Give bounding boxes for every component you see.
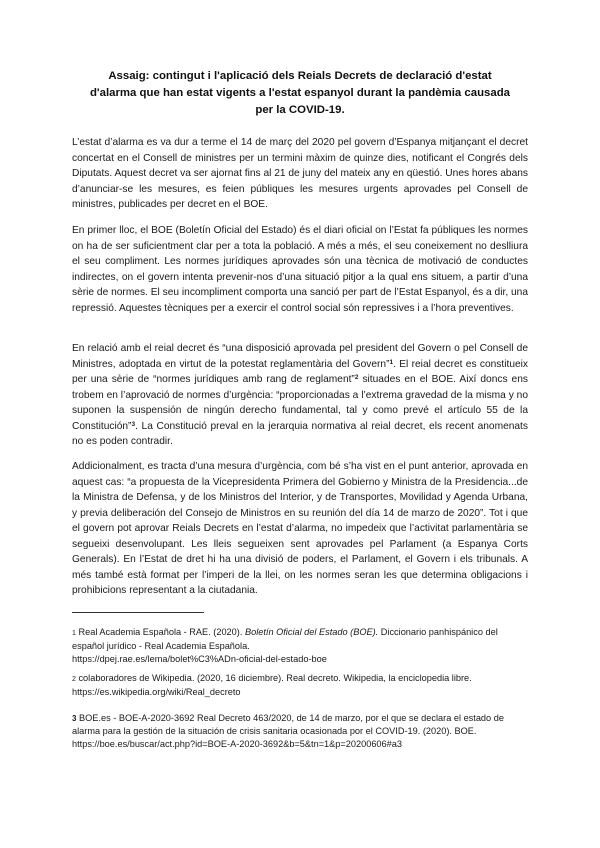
footnote-3 bbox=[72, 712, 528, 750]
paragraph-text: . El reial decret es constitueix per una sèrie de “normes jurídiques amb rang de reglament” bbox=[72, 358, 529, 385]
footnote-title: Boletín Oficial del Estado (BOE). bbox=[244, 627, 379, 637]
footnote-2 bbox=[72, 672, 528, 699]
footnote-text: colaboradores de Wikipedia. (2020, 16 diciembre). Real decreto. Wikipedia, la enciclopedia libre. https://es.wikipedia.org/wiki/Real_decreto bbox=[72, 673, 472, 698]
paragraph-1: L’estat d’alarma es va dur a terme el 14 de març del 2020 pel govern d’Espanya mitjançant el decret concertat en el Consell de ministres per un termini màxim de quinze dies, notificant el Congrés dels Diputats. Aquest decret va ser ajornat fins al 21 de juny del mateix any en qüestió. Unes hores abans d’anunciar-se les mesures, es feien públiques les mesures urgents aprovades pel Consell de ministres, publicades per decret en el BOE. bbox=[72, 137, 528, 210]
footnote-number: 3 bbox=[72, 714, 77, 723]
footnote-ref-1: 1 bbox=[389, 358, 394, 366]
footnote-1 bbox=[72, 626, 528, 665]
paragraph-4: Addicionalment, es tracta d’una mesura d’urgència, com bé s’ha vist en el punt anterior, aprovada en aquest cas: “a propuesta de la Vicepresidenta Primera del Gobierno y Ministra de la Presidencia...de la Ministra de Defensa, y de los Ministros del Interior, y de Transportes, Movilidad y Agenda Urbana, y previa deliberación del Consejo de Ministros en su reunión del día 14 de marzo de 2020”. Tot i que el govern pot aprovar Reials Decrets en l’estat d’alarma, no impedeix que l’activitat parlamentària se segueixi desenvolupant. Les lleis segueixen sent aprovades pel Parlament (a Espanya Corts Generals). En l’Estat de dret hi ha una divisió de poders, el Parlament, el Govern i els tribunals. A més també està format per l’imperi de la llei, on les normes seran les que determina obligacions i prohibicions representant a la ciutadania. bbox=[72, 461, 528, 596]
footnote-number: 1 bbox=[72, 630, 76, 637]
paragraph-text: situades en el BOE. Així doncs ens trobem en l’aprovació de normes d’urgència: “proporcionadas a l’extrema gravedad de la misma y no suponen la suspensión de ningún derecho fundamental, tal y como prevé el artículo 55 de la Constitución” bbox=[72, 374, 528, 432]
footnote-link[interactable]: https://boe.es/buscar/act.php?id=BOE-A-2020-3692&b=5&tn=1&p=20200606#a3 bbox=[72, 738, 402, 749]
footnote-ref-3: 3 bbox=[131, 420, 136, 428]
paragraph-text: . La Constitució preval en la jerarquia normativa al reial decret, els recent anomenats no es poden contradir. bbox=[72, 420, 528, 447]
paragraph-text: En relació amb el reial decret és “una disposició aprovada pel president del Govern o pel Consell de Ministres, adoptada en virtut de la potestat reglamentària del Govern” bbox=[72, 343, 528, 370]
footnote-link[interactable]: https://dpej.rae.es/lema/bolet%C3%ADn-oficial-del-estado-boe bbox=[72, 653, 327, 664]
footnote-text: BOE.es - BOE-A-2020-3692 Real Decreto 463/2020, de 14 de marzo, por el que se declara el estado de alarma para la gestión de la situación de crisis sanitaria ocasionada por el COVID-19. (2020). BOE. bbox=[72, 713, 504, 737]
title-line: per la COVID-19. bbox=[255, 104, 345, 116]
footnote-ref-2: 2 bbox=[354, 374, 359, 381]
footnote-text: Diccionario panhispánico del español jurídico - Real Academia Española. bbox=[72, 627, 498, 652]
paragraph-3 bbox=[72, 341, 528, 450]
document-title bbox=[74, 68, 526, 119]
title-line: d'alarma que han estat vigents a l'estat espanyol durant la pandèmia causada bbox=[89, 87, 511, 99]
paragraph-2: En primer lloc, el BOE (Boletín Oficial del Estado) és el diari oficial on l’Estat fa públiques les normes on ha de ser suficientment clar per a tota la població. A més a més, el seu coneixement no deslliura el seu compliment. Les normes jurídiques aprovades són una tècnica de motivació de conductes indirectes, on el govern intenta prevenir-nos d’una situació pitjor a la qual ens situem, a partir d’una sèrie de normes. El seu incompliment comporta una sanció per part de l’Estat Espanyol, és a dir, una repressió. Aquestes tècniques per a exercir el control social són repressives i a l’hora preventives. bbox=[72, 225, 528, 314]
title-line: Assaig: contingut i l'aplicació dels Reials Decrets de declaració d'estat bbox=[108, 70, 492, 82]
footnote-text: Real Academia Española - RAE. (2020). bbox=[75, 627, 245, 637]
footnote-divider bbox=[72, 612, 204, 613]
footnote-number: 2 bbox=[72, 676, 76, 683]
